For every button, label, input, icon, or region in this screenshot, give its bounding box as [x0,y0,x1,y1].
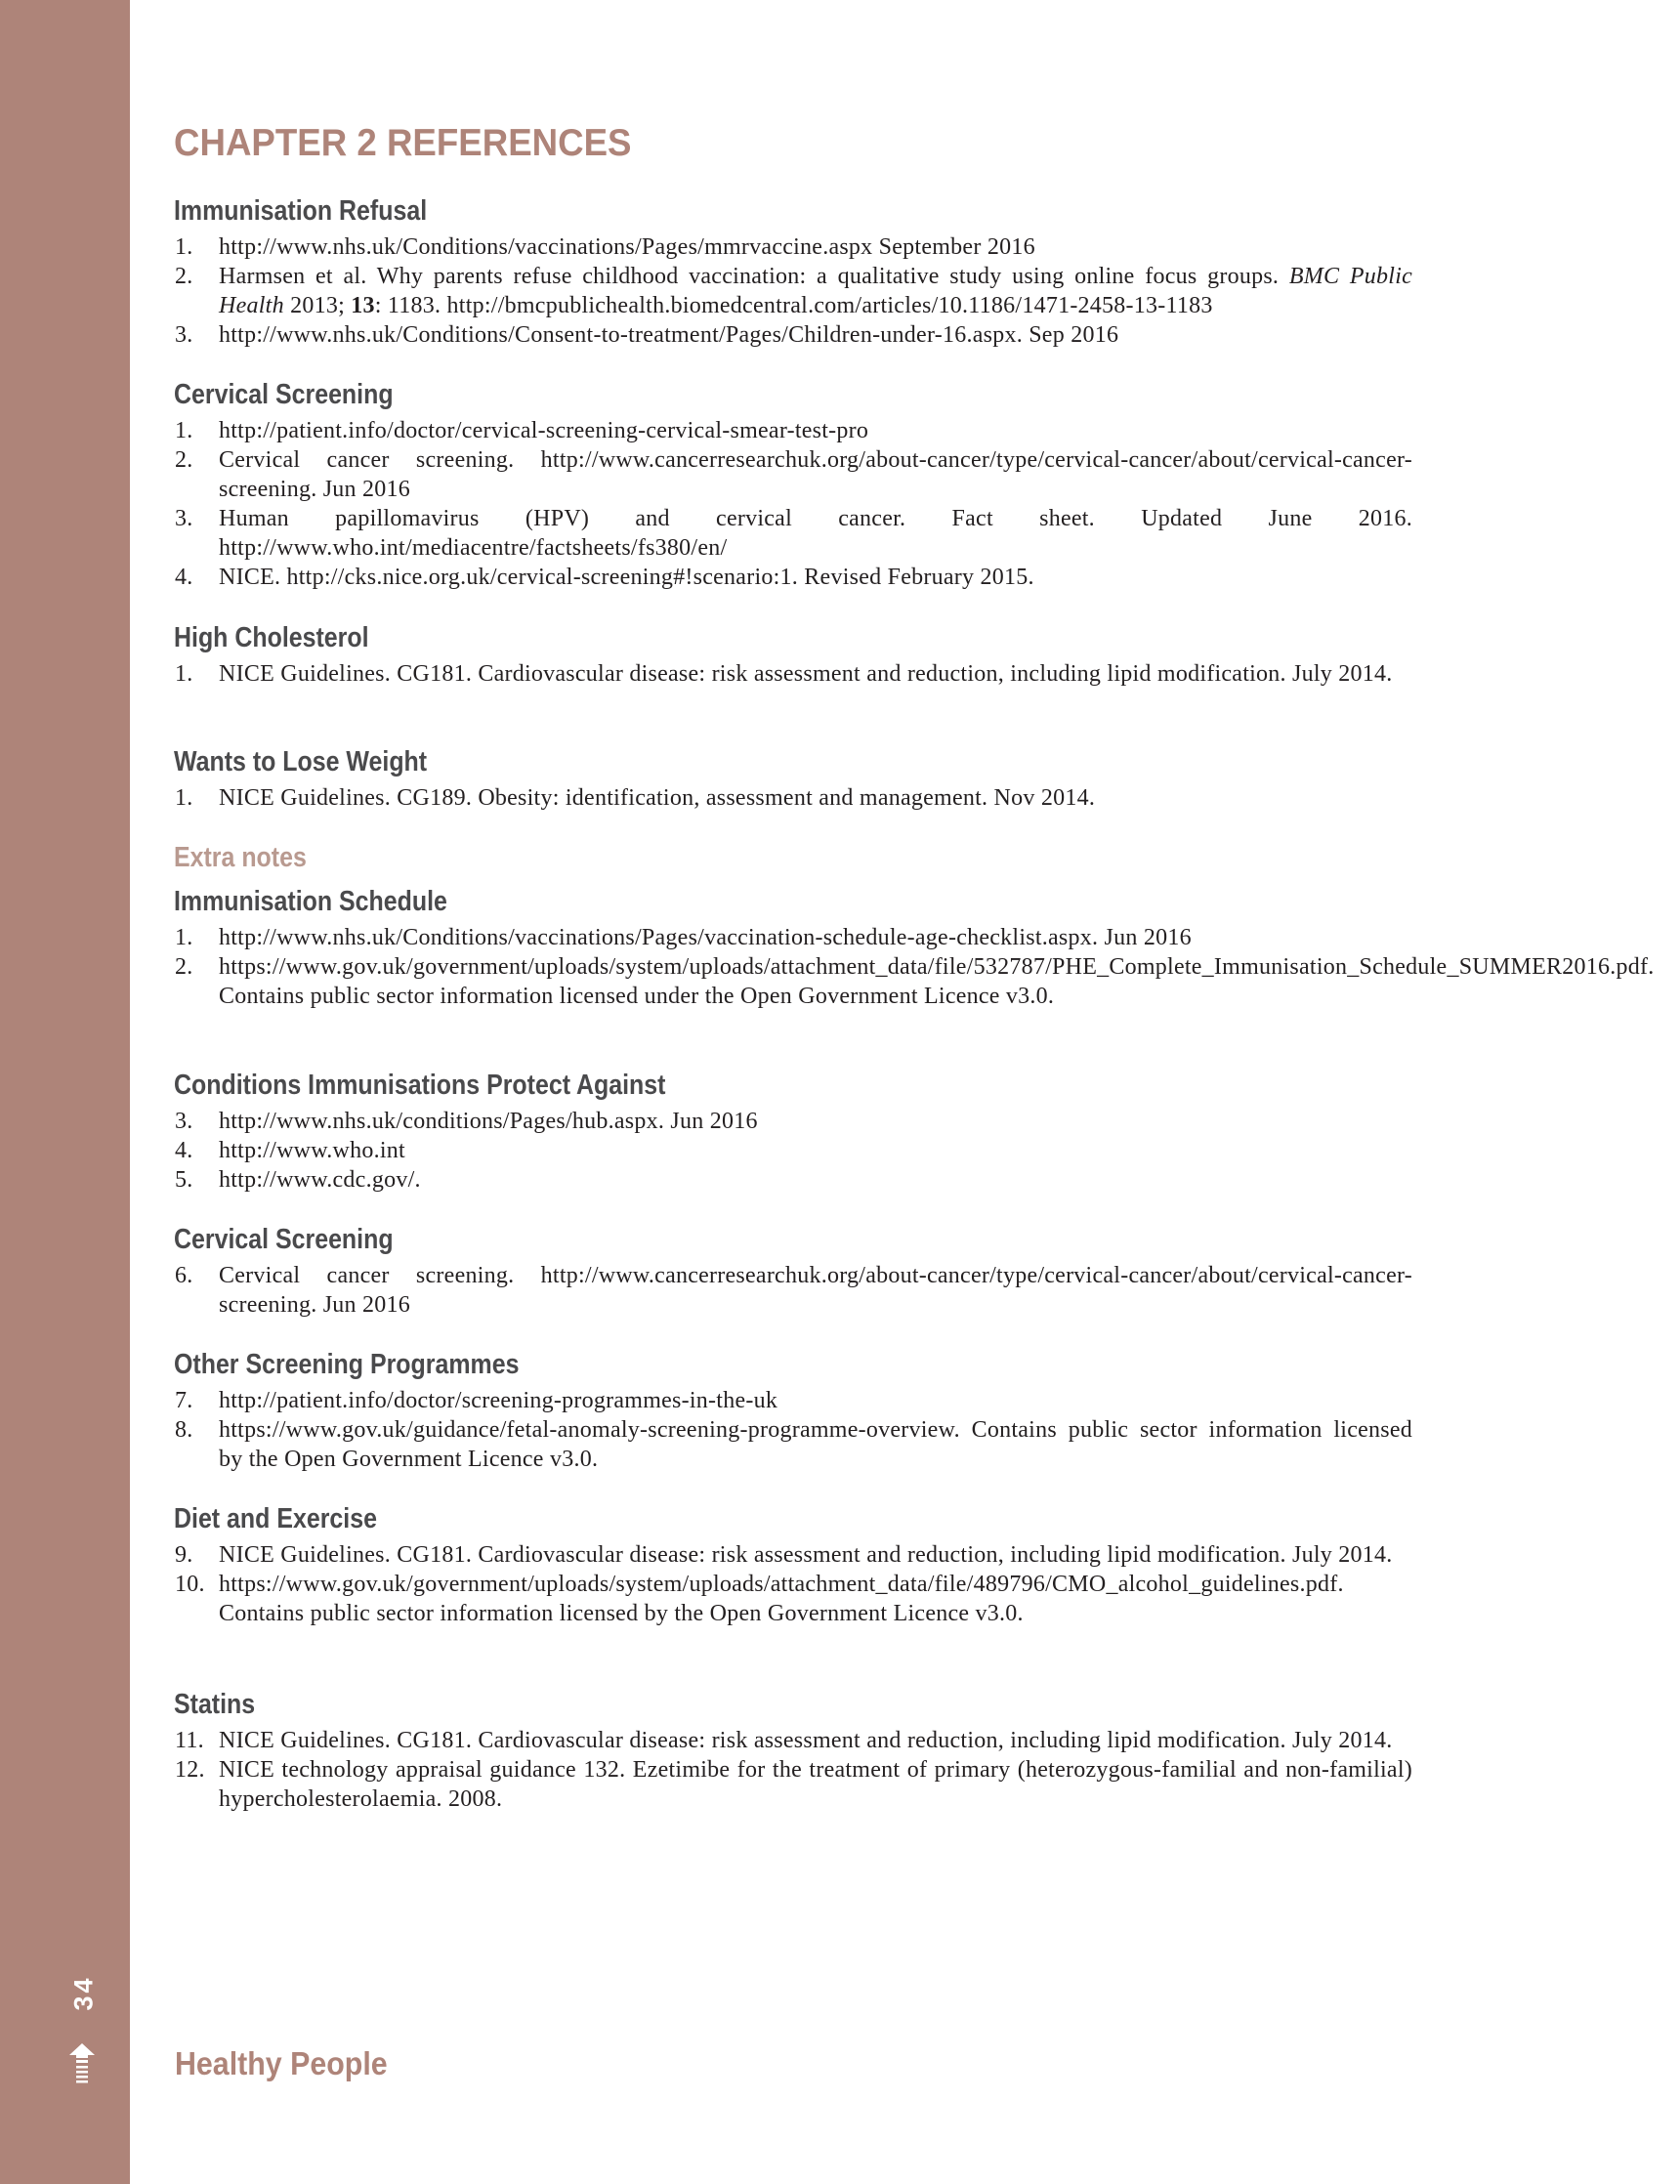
reference-item [174,1261,1412,1320]
reference-number: 3. [175,506,193,531]
section-heading: Immunisation Schedule [174,886,447,917]
reference-number: 3. [175,1109,193,1134]
section-wants-to-lose-weight [174,745,1412,813]
reference-text: NICE technology appraisal guidance 132. Ezetimibe for the treatment of primary (heterozygous-familial and non-familial) hypercholesterolaemia. 2008. [219,1757,1412,1812]
reference-text: Human papillomavirus (HPV) and cervical cancer. Fact sheet. Updated June 2016. http://www.who.int/mediacentre/factsheets/fs380/en/ [219,506,1412,561]
reference-number: 2. [175,954,193,980]
reference-list [174,1386,1412,1474]
reference-number: 1. [175,661,193,687]
reference-text: NICE Guidelines. CG181. Cardiovascular disease: risk assessment and reduction, including lipid modification. July 2014. [219,1728,1393,1753]
reference-list [174,232,1412,350]
reference-text: https://www.gov.uk/government/uploads/system/uploads/attachment_data/file/489796/CMO_alcohol_guidelines.pdf. Contains public sector information licensed by the Open Government Licence v3.0. [219,1572,1344,1626]
reference-list [174,923,1655,1011]
reference-item [174,563,1412,592]
reference-text: NICE Guidelines. CG189. Obesity: identification, assessment and management. Nov 2014. [219,785,1096,811]
page-number [64,1973,104,2012]
reference-list [174,659,1412,689]
reference-number: 1. [175,234,193,260]
reference-item [174,320,1412,350]
reference-item [174,1726,1412,1755]
section-heading: High Cholesterol [174,622,369,653]
footer-publication-title: Healthy People [175,2045,388,2081]
reference-list [174,1726,1412,1814]
reference-item [174,262,1412,320]
reference-number: 4. [175,565,193,590]
extra-notes-heading: Extra notes [174,842,307,873]
section-conditions-immunisations-protect-against [174,1069,1412,1195]
journal-name: BMC Public Health [219,264,1413,318]
reference-text: http://patient.info/doctor/cervical-screening-cervical-smear-test-pro [219,418,869,443]
page-title: CHAPTER 2 REFERENCES [174,122,632,164]
reference-number: 5. [175,1167,193,1193]
reference-number: 9. [175,1542,193,1568]
volume-number: 13 [351,293,375,318]
reference-number: 12. [175,1757,205,1783]
reference-number: 10. [175,1572,205,1597]
reference-text: Cervical cancer screening. http://www.cancerresearchuk.org/about-cancer/type/cervical-cancer/about/cervical-cancer-screening. Jun 2016 [219,1263,1412,1318]
reference-text: http://www.nhs.uk/conditions/Pages/hub.aspx. Jun 2016 [219,1109,758,1134]
reference-text: http://www.nhs.uk/Conditions/vaccinations/Pages/vaccination-schedule-age-checklist.aspx. Jun 2016 [219,925,1192,950]
reference-item [174,1136,1412,1165]
reference-number: 7. [175,1388,193,1413]
reference-number: 3. [175,322,193,348]
reference-text: http://www.nhs.uk/Conditions/vaccinations/Pages/mmrvaccine.aspx September 2016 [219,234,1035,260]
reference-list [174,416,1412,592]
reference-item [174,1540,1412,1570]
reference-item [174,416,1412,445]
reference-text: https://www.gov.uk/government/uploads/system/uploads/attachment_data/file/532787/PHE_Complete_Immunisation_Schedule_SUMMER2016.pdf. Contains public sector information licensed under the Open Government Licence v3.0. [219,954,1655,1009]
reference-item [174,232,1412,262]
reference-item [174,1570,1412,1628]
section-immunisation-schedule [174,885,1655,1011]
reference-list [174,1261,1412,1320]
section-heading: Immunisation Refusal [174,195,428,227]
reference-text: http://www.who.int [219,1138,405,1163]
reference-text-pre: Harmsen et al. Why parents refuse childhood vaccination: a qualitative study using online focus groups. [219,264,1289,289]
section-heading: Wants to Lose Weight [174,746,428,777]
reference-item [174,1386,1412,1415]
reference-list [174,1107,1412,1195]
reference-number: 8. [175,1417,193,1443]
section-statins [174,1688,1412,1814]
reference-item [174,923,1412,952]
up-arrow-striped-icon[interactable] [69,2043,95,2084]
section-heading: Statins [174,1689,256,1720]
reference-list [174,783,1412,813]
section-heading: Cervical Screening [174,379,394,410]
reference-number: 6. [175,1263,193,1288]
reference-number: 11. [175,1728,204,1753]
reference-text: NICE Guidelines. CG181. Cardiovascular disease: risk assessment and reduction, including lipid modification. July 2014. [219,661,1393,687]
reference-item [174,1165,1412,1195]
reference-text: NICE. http://cks.nice.org.uk/cervical-screening#!scenario:1. Revised February 2015. [219,565,1034,590]
section-heading: Diet and Exercise [174,1503,377,1534]
reference-text: NICE Guidelines. CG181. Cardiovascular disease: risk assessment and reduction, including lipid modification. July 2014. [219,1542,1393,1568]
reference-item [174,504,1412,563]
reference-number: 2. [175,447,193,473]
reference-text: http://www.cdc.gov/. [219,1167,421,1193]
section-high-cholesterol [174,621,1412,689]
reference-number: 2. [175,264,193,289]
reference-item [174,445,1412,504]
reference-text: Cervical cancer screening. http://www.cancerresearchuk.org/about-cancer/type/cervical-cancer/about/cervical-cancer-screening. Jun 2016 [219,447,1412,502]
reference-item [174,1755,1412,1814]
reference-text-post: : 1183. http://bmcpublichealth.biomedcentral.com/articles/10.1186/1471-2458-13-1183 [374,293,1213,318]
section-extra-notes [174,841,1412,874]
reference-item [174,659,1412,689]
reference-text: http://www.nhs.uk/Conditions/Consent-to-treatment/Pages/Children-under-16.aspx. Sep 2016 [219,322,1119,348]
reference-text: https://www.gov.uk/guidance/fetal-anomaly-screening-programme-overview. Contains public sector information licensed by the Open Government Licence v3.0. [219,1417,1412,1472]
section-diet-and-exercise [174,1502,1412,1628]
section-immunisation-refusal [174,194,1412,350]
reference-number: 1. [175,925,193,950]
reference-item [174,783,1412,813]
reference-list [174,1540,1412,1628]
sidebar-band [0,0,130,2184]
section-cervical-screening [174,378,1412,592]
section-heading: Other Screening Programmes [174,1349,520,1380]
page-number-text: 34 [68,1974,99,2011]
section-heading: Conditions Immunisations Protect Against [174,1070,666,1101]
reference-item [174,1415,1412,1474]
section-cervical-screening-extra [174,1223,1412,1320]
reference-text-mid: 2013; [283,293,352,318]
reference-text: http://patient.info/doctor/screening-programmes-in-the-uk [219,1388,778,1413]
reference-number: 1. [175,785,193,811]
reference-number: 1. [175,418,193,443]
reference-item [174,952,1655,1011]
section-heading: Cervical Screening [174,1224,394,1255]
reference-number: 4. [175,1138,193,1163]
reference-item [174,1107,1412,1136]
section-other-screening-programmes [174,1348,1412,1474]
